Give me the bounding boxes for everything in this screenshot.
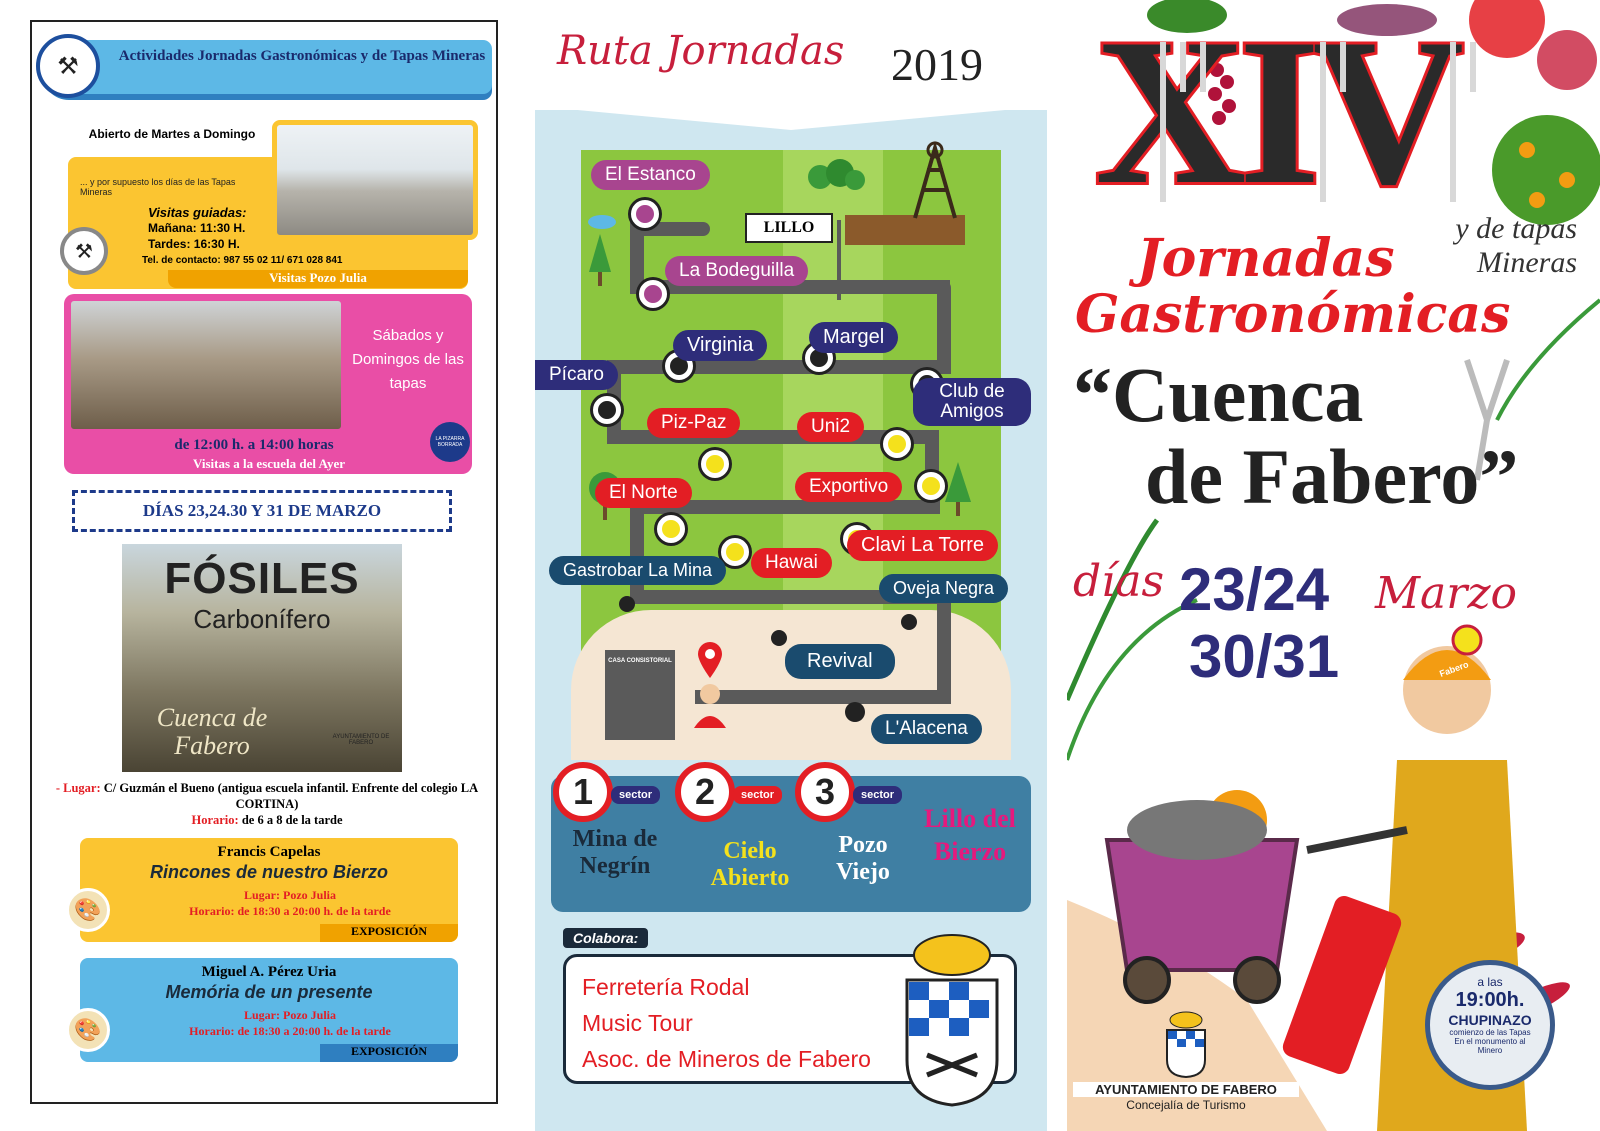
sector-2-name: Cielo Abierto [710, 838, 790, 891]
open-days: Abierto de Martes a Domingo [88, 127, 256, 141]
coat-of-arms-icon [897, 930, 1007, 1110]
road [937, 590, 951, 700]
guided-morning: Mañana: 11:30 H. [148, 221, 246, 235]
dates-line-1: 23/24 [1179, 556, 1330, 623]
expo1-lugar: Lugar: Pozo Julia [244, 888, 336, 902]
pizarra-logo: LA PIZARRA BORRADA [430, 422, 470, 462]
route-title-year: 2019 [891, 39, 983, 90]
stop-label-club: Club de Amigos [913, 378, 1031, 426]
sponsor-item: Ferretería Rodal [582, 974, 750, 1000]
escuela-days: Sábados y Domingos de las tapas [352, 327, 464, 392]
lugar-label: - Lugar: [55, 781, 101, 795]
stop-label-bodeguilla: La Bodeguilla [665, 256, 808, 286]
mine-tower-icon [905, 140, 965, 220]
cuenca-title: “Cuenca [1073, 351, 1364, 438]
contact-phone: Tel. de contacto: 987 55 02 11/ 671 028 841 [142, 255, 343, 266]
helmet-label: Fabero [1438, 659, 1470, 679]
stop-marker-alacena [845, 702, 865, 722]
sign-post [837, 220, 841, 300]
guided-afternoon: Tardes: 16:30 H. [148, 237, 240, 251]
expo2-lugar: Lugar: Pozo Julia [244, 1008, 336, 1022]
casa-label: CASA CONSISTORIAL [608, 658, 672, 664]
stop-marker-estanco [631, 200, 659, 228]
jornadas-title: Jornadas [1137, 228, 1395, 289]
horario-value: de 6 a 8 de la tarde [241, 813, 343, 827]
fosiles-title: FÓSILES [164, 554, 360, 603]
sector-2-tag: sector [733, 786, 782, 804]
person-icon [690, 680, 730, 730]
colabora-title: Colabora: [563, 928, 648, 948]
stop-label-alacena: L'Alacena [871, 714, 982, 744]
stop-label-picaro: Pícaro [535, 360, 618, 390]
pozo-julia-footer: Visitas Pozo Julia [168, 270, 468, 288]
forks-icon [1123, 32, 1503, 212]
stop-marker-pizpaz [701, 450, 729, 478]
expo2-box [74, 958, 458, 1062]
stop-label-oveja: Oveja Negra [879, 574, 1008, 603]
escuela-footer: Visitas a la escuela del Ayer [192, 456, 345, 471]
stop-marker-picaro [593, 396, 621, 424]
stop-marker-uni2 [883, 430, 911, 458]
pickaxe-gear-icon: ⚒ [60, 227, 108, 275]
activities-panel [30, 20, 498, 1104]
road [630, 500, 644, 600]
chupinazo-time: 19:00h. [1455, 989, 1525, 1011]
stop-label-margel: Margel [809, 322, 898, 353]
expo2-author: Miguel A. Pérez Uria [201, 964, 337, 980]
gastronomicas-title: Gastronómicas [1075, 284, 1511, 345]
trees-icon [805, 155, 865, 205]
fosiles-poster [122, 544, 402, 772]
cover-panel [1067, 0, 1600, 1131]
sponsor-item: Asoc. de Mineros de Fabero [582, 1046, 871, 1072]
cloud-icon [587, 210, 617, 230]
chupinazo-desc: comienzo de las Tapas En el monumento al Minero [1449, 1028, 1531, 1055]
stop-marker-norte [657, 515, 685, 543]
marzo-label: Marzo [1375, 568, 1517, 619]
fosiles-subtitle: Carbonífero [193, 604, 331, 634]
fosiles-info [52, 780, 482, 828]
dates-line-2: 30/31 [1189, 623, 1340, 690]
sector-1-tag: sector [611, 786, 660, 804]
chupinazo-at: a las [1477, 975, 1503, 989]
stop-label-estanco: El Estanco [591, 160, 710, 190]
tapas-subtitle: y de tapas Mineras [1455, 212, 1577, 279]
horario-label: Horario: [191, 813, 239, 827]
stop-marker-hawai [721, 538, 749, 566]
fosiles-script: Cuenca de Fabero [156, 703, 268, 760]
route-panel [535, 0, 1047, 1131]
sector-1-name: Mina de Negrín [572, 826, 658, 879]
stop-label-uni2: Uni2 [797, 412, 864, 442]
road [695, 690, 951, 704]
concejalia-label: Concejalía de Turismo [1126, 1098, 1246, 1112]
guided-title: Visitas guiadas: [148, 205, 247, 220]
tapas-note: ... y por supuesto los días de las Tapas Mineras [80, 177, 236, 197]
palette-icon: 🎨 [66, 888, 110, 932]
fabero-title: de Fabero” [1145, 433, 1519, 520]
stop-label-revival: Revival [785, 644, 895, 679]
stop-label-hawai: Hawai [751, 548, 832, 578]
tree-icon [587, 232, 613, 292]
palette-icon: 🎨 [66, 1008, 110, 1052]
tree-icon [943, 460, 973, 520]
stop-label-gastrobar: Gastrobar La Mina [549, 556, 726, 585]
edition-roman-numeral: XIV [1095, 0, 1457, 228]
expo1-tag: EXPOSICIÓN [320, 924, 458, 942]
escuela-box [64, 294, 472, 474]
stop-marker-exportivo [917, 472, 945, 500]
expo1-author: Francis Capelas [217, 844, 321, 860]
sector-3-badge: 3 [795, 762, 855, 822]
chupinazo-badge [1425, 960, 1555, 1090]
expo1-horario: Horario: de 18:30 a 20:00 h. de la tarde [189, 904, 391, 918]
stop-label-norte: El Norte [595, 478, 692, 508]
sector-2-badge: 2 [675, 762, 735, 822]
sector-1-badge: 1 [553, 762, 613, 822]
fosiles-ayto: AYUNTAMIENTO DE FABERO [332, 734, 390, 746]
stop-label-clavi: Clavi La Torre [847, 530, 998, 561]
chupinazo-name: CHUPINAZO [1448, 1012, 1532, 1028]
road [655, 360, 951, 374]
sponsor-item: Music Tour [582, 1010, 693, 1036]
expo2-title: Memória de un presente [165, 982, 373, 1002]
lugar-value: C/ Guzmán el Bueno (antigua escuela infantil. Enfrente del colegio LA CORTINA) [103, 781, 479, 811]
expo2-tag: EXPOSICIÓN [320, 1044, 458, 1062]
location-pin-icon [695, 640, 725, 680]
sector-3-name: Pozo Viejo [836, 832, 890, 885]
stop-label-virginia: Virginia [673, 330, 767, 361]
mining-gear-icon: ⚒ [36, 34, 100, 98]
stop-label-exportivo: Exportivo [795, 472, 902, 502]
sector-lillo-name: Lillo del Bierzo [924, 804, 1016, 866]
ayuntamiento-crest-icon [1163, 1010, 1209, 1078]
stop-marker-oveja [901, 614, 917, 630]
stop-marker-revival [771, 630, 787, 646]
sector-3-tag: sector [853, 786, 902, 804]
stop-marker-gastrobar [619, 596, 635, 612]
route-title-script: Ruta Jornadas [557, 28, 845, 74]
stop-marker-bodeguilla [639, 280, 667, 308]
expo1-box [74, 838, 458, 942]
header-ribbon [535, 96, 1047, 136]
expo2-horario: Horario: de 18:30 a 20:00 h. de la tarde [189, 1024, 391, 1038]
ayuntamiento-label: AYUNTAMIENTO DE FABERO [1073, 1082, 1299, 1097]
pozo-julia-photo [272, 120, 478, 240]
expo1-title: Rincones de nuestro Bierzo [149, 862, 389, 882]
classroom-photo [66, 296, 346, 434]
escuela-hours: de 12:00 h. a 14:00 horas [174, 437, 334, 453]
road [937, 280, 951, 370]
dias-label: días [1073, 556, 1165, 607]
dates-banner: DÍAS 23,24.30 Y 31 DE MARZO [72, 490, 452, 532]
activities-header [42, 40, 492, 94]
colabora-list [582, 969, 871, 1077]
activities-title: Actividades Jornadas Gastronómicas y de Tapas Mineras [118, 48, 486, 64]
stop-label-pizpaz: Piz-Paz [647, 408, 740, 438]
town-hall-building [605, 650, 675, 740]
lillo-sign: LILLO [745, 213, 833, 243]
